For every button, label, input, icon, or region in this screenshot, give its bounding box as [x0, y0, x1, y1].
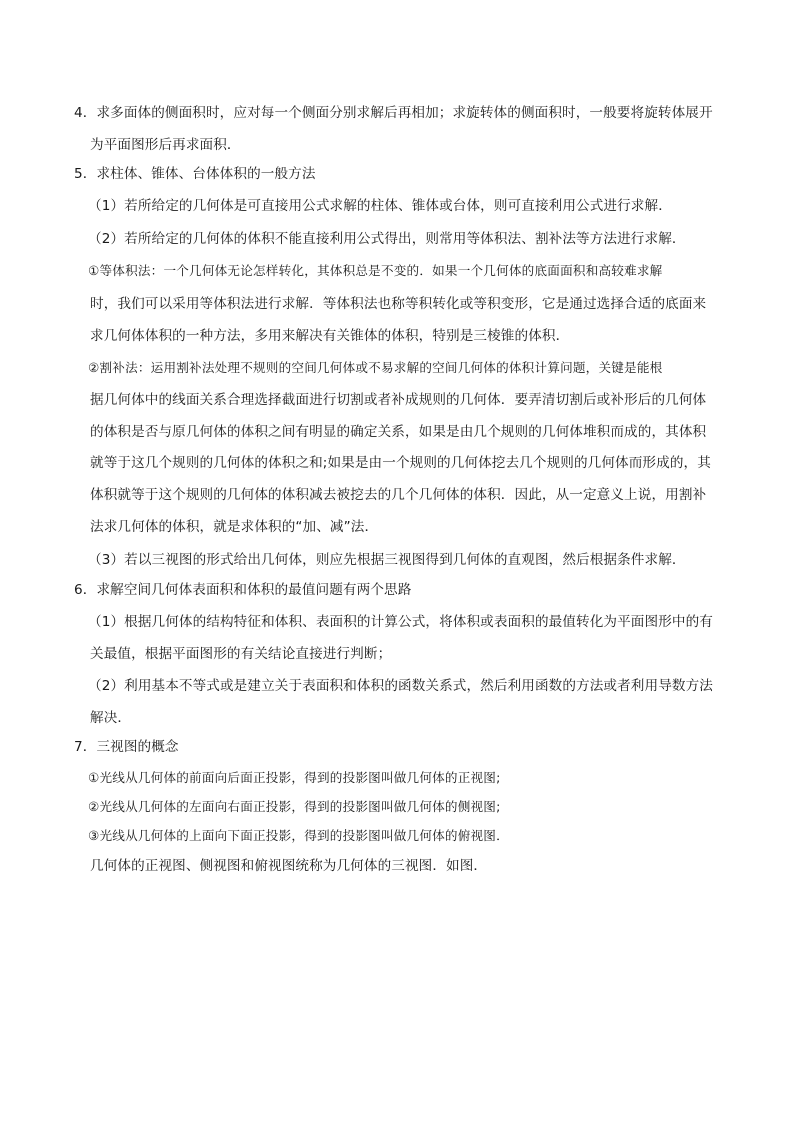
text-line-10: 据几何体中的线面关系合理选择截面进行切割或者补成规则的几何体．要弄清切割后或补形后的几何体	[90, 392, 707, 408]
text-line-8: 求几何体体积的一种方法，多用来解决有关锥体的体积，特别是三棱锥的体积．	[90, 328, 570, 344]
text-line-5: （2）若所给定的几何体的体积不能直接利用公式得出，则常用等体积法、割补法等方法进行求解．	[88, 231, 686, 247]
text-line-1: 4．求多面体的侧面积时，应对每一个侧面分别求解后再相加；求旋转体的侧面积时，一般要将旋转体展开	[74, 105, 713, 121]
text-line-25: 几何体的正视图、侧视图和俯视图统称为几何体的三视图．如图．	[90, 858, 488, 874]
text-line-21: 7．三视图的概念	[74, 739, 179, 755]
text-line-23: ②光线从几何体的左面向右面正投影，得到的投影图叫做几何体的侧视图;	[88, 799, 501, 814]
text-line-13: 体积就等于这个规则的几何体的体积减去被挖去的几个几何体的体积．因此，从一定意义上说，用割补	[90, 487, 707, 503]
text-line-3: 5．求柱体、锥体、台体体积的一般方法	[74, 166, 316, 182]
text-line-15: （3）若以三视图的形式给出几何体，则应先根据三视图得到几何体的直观图，然后根据条件求解．	[88, 552, 686, 568]
text-line-19: （2）利用基本不等式或是建立关于表面积和体积的函数关系式，然后利用函数的方法或者利用导数方法	[88, 678, 713, 694]
text-line-24: ③光线从几何体的上面向下面正投影，得到的投影图叫做几何体的俯视图．	[88, 828, 509, 843]
text-line-7: 时，我们可以采用等体积法进行求解．等体积法也称等积转化或等积变形，它是通过选择合适的底面来	[90, 296, 707, 312]
text-line-6: ①等体积法：一个几何体无论怎样转化，其体积总是不变的．如果一个几何体的底面面积和高较难求解	[88, 263, 663, 278]
text-line-16: 6．求解空间几何体表面积和体积的最值问题有两个思路	[74, 582, 412, 598]
text-line-2: 为平面图形后再求面积．	[90, 137, 241, 153]
text-line-12: 就等于这几个规则的几何体的体积之和;如果是由一个规则的几何体挖去几个规则的几何体而形成的，其	[90, 455, 711, 471]
text-line-14: 法求几何体的体积，就是求体积的“加、减”法．	[90, 519, 379, 535]
text-line-22: ①光线从几何体的前面向后面正投影，得到的投影图叫做几何体的正视图;	[88, 770, 501, 785]
text-line-9: ②割补法：运用割补法处理不规则的空间几何体或不易求解的空间几何体的体积计算问题，关键是能根	[88, 360, 663, 375]
text-line-20: 解决．	[90, 710, 132, 726]
text-line-17: （1）根据几何体的结构特征和体积、表面积的计算公式，将体积或表面积的最值转化为平面图形中的有	[88, 614, 713, 630]
text-line-4: （1）若所给定的几何体是可直接用公式求解的柱体、锥体或台体，则可直接利用公式进行求解．	[88, 198, 672, 214]
text-line-18: 关最值，根据平面图形的有关结论直接进行判断；	[90, 646, 392, 662]
text-line-11: 的体积是否与原几何体的体积之间有明显的确定关系，如果是由几个规则的几何体堆积而成的，其体积	[90, 424, 707, 440]
